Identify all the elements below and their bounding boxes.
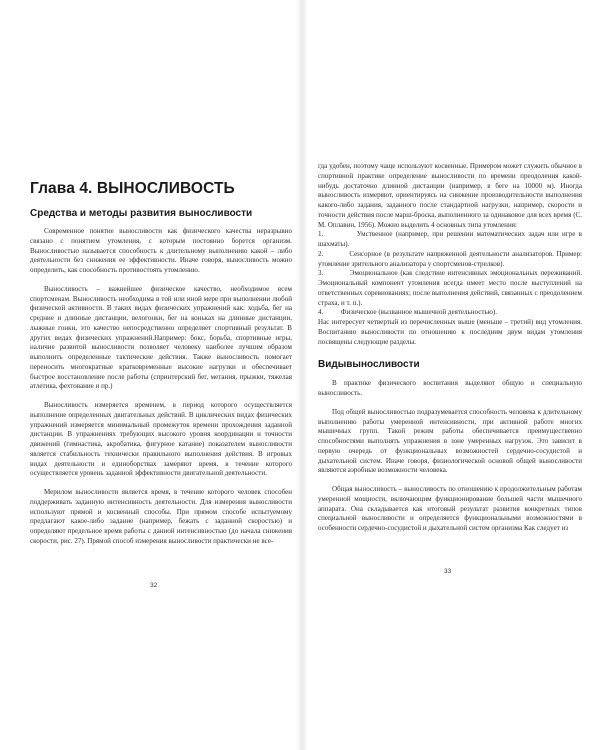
list-item: 3. Эмоциональное (как следствие интенсивных эмоциональных переживаний. Эмоциональный компонент утомления всегда имеет место после выступлений на ответственных соревнованиях; после выполнения действий, связанных с преодолением страха, и т. п.). [318,269,582,307]
paragraph: В практике физического воспитания выделяют общую и специальную выносливость. [318,379,582,397]
section-title: Средства и методы развития выносливости [30,208,253,219]
section-title: Видывыносливости [318,359,420,371]
paragraph: Общая выносливость – выносливость по отношению к продолжительным работам умеренной мощности, включающим функционирование большей части мышечного аппарата. Она складывается как итоговый результат развития конкретных типов специальной выносливости и определяется функциональными возможностями в особенности сердечно-сосудистой и дыхательной систем организма Как следует из [318,485,582,532]
list-item: 4. Физическое (вызванное мышечной деятельностью). [318,308,498,317]
paragraph: Нас интересует четвертый из перечисленных выше (меньше – третий) вид утомления. Воспитанию выносливости по отношению к последним двум видам утомления посвящены следующие разделы. [318,318,582,346]
paragraph-continuation: гда удобен, поэтому чаще используют косвенные. Примером может служить обычное в спортивной практике определение выносливости по времени преодоления какой-нибудь достаточно длинной дистанции (например, в беге на 10000 м). Иногда выносливость измеряют, ориентируясь на снижение производительности выполнения какого-либо задания, заданного после стандартной нагрузки, например, скорости и точности действия после марш-броска, выполненного за одинаковое для всех время (С. М. Оплавин, 1956). Можно выделить 4 основных типа утомления: [318,162,582,229]
paragraph: Мерилом выносливости является время, в течение которого человек способен поддерживать заданную интенсивность деятельности. Для измерения выносливости используют прямой и косвенный способы. При прямом способе испытуемому предлагают какое-либо задание (например, бежать с заданной скоростью) и определяют предельное время работы с данной интенсивностью (до начала снижения скорости, рис. 27). Прямой способ измерения выносливости практически не все- [30,488,292,545]
right-page [302,0,600,750]
list-item: 1. Умственное (например, при решении математических задач или игре в шахматы). [318,230,582,248]
left-page-column [30,180,292,547]
paragraph: Под общей выносливостью подразумевается способность человека к длительному выполнению работы умеренной интенсивности, при активной работе многих мышечных групп. Такой режим работы обеспечивается преимущественно способностями выполнять упражнения в зоне умеренных нагрузок. Это зависит в первую очередь от функциональных возможностей сердечно-сосудистой и дыхательной систем. Иначе говоря, физиологической основой общей выносливости являются аэробные возможности человека. [318,407,582,475]
page-number: 32 [150,582,158,589]
paragraph: Выносливость – важнейшее физическое качество, необходимое всем спортсменам. Выносливость необходима в той или иной мере при выполнении любой физической активности. В таких видах физических упражнений как: ходьба, бег на средние и длинные дистанции, велогонки, бег на коньках на длинные дистанции, лыжные гонки, это качество непосредственно определяет спортивный результат. В других видах физических упражнений.Например: бокс, борьба, спортивные игры, наличие развитой выносливости позволяет человеку наиболее лучшим образом выполнить определенные тактические действия. Также выносливость помогает переносить многократные кратковременные высокие нагрузки и обеспечивает быстрое восстановление после работы (спринтерский бег, метания, прыжки, тяжелая атлетика, фехтование и пр.) [30,284,292,391]
paragraph: Современное понятие выносливости как физического качества неразрывно связано с понятием утомления, с которым постоянно борется организм. Выносливостью называется способность к длительному выполнению какой – либо деятельности без снижения ее эффективности. Иначе говоря, выносливость можно определить, как способность противостоять утомлению. [30,227,292,274]
chapter-title: Глава 4. ВЫНОСЛИВОСТЬ [30,180,235,197]
list-item: 2. Сенсорное (в результате напряженной деятельности анализаторов. Пример: утомление зрительного анализатора у спортсменов-стрелков). [318,249,582,268]
right-page-column [318,162,582,534]
page-number: 33 [444,568,452,575]
paragraph: Выносливость измеряется временем, в период которого осуществляется выполнение определенных двигательных действий. В циклических видах физических упражнений измеряется минимальный промежуток времени прохождения заданной дистанции. В упражнениях требующих высокого уровня координации и точности движений (гимнастика, акробатика, фигурное катание) показателем выносливости является стабильность технически правильного выполнения действия. В игровых видах деятельности и единоборствах замеряют время, в течение которого осуществляется уровень заданной эффективности двигательной деятельности. [30,401,292,478]
